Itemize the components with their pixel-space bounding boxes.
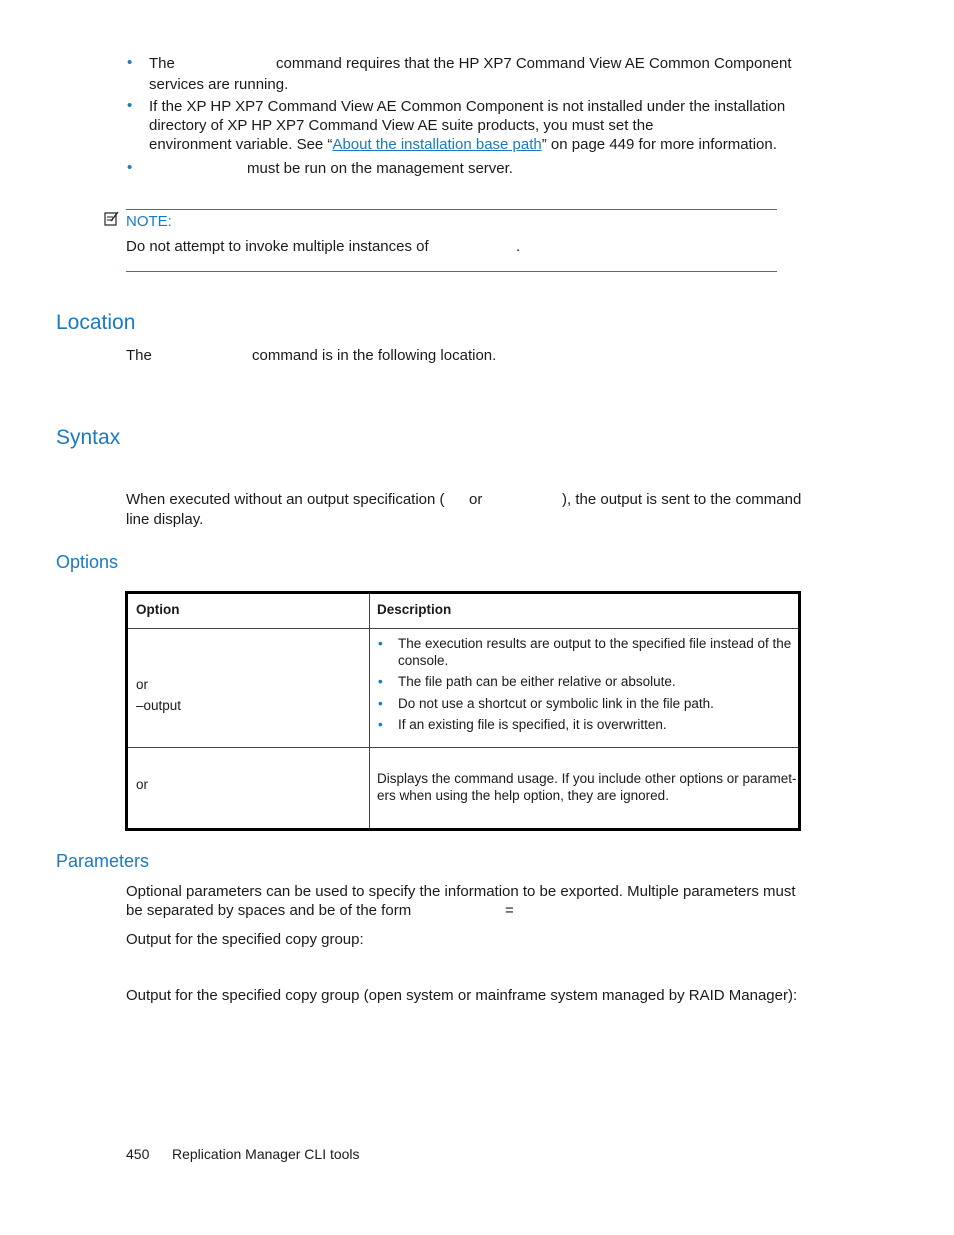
location-text-pre: The [126, 347, 152, 364]
option-output-label: –output [136, 698, 182, 713]
page-number: 450 [126, 1146, 150, 1162]
desc-bullet-text: console. [398, 653, 449, 668]
installation-base-path-link[interactable]: About the installation base path [332, 136, 542, 153]
option-header-label: Option [136, 602, 180, 617]
syntax-line2: line display. [126, 511, 204, 528]
location-heading: Location [56, 311, 136, 334]
bullet-2-line2: directory of XP HP XP7 Command View AE suite products, you must set the [149, 117, 654, 134]
bullet-1-pre: The [149, 55, 175, 72]
parameters-heading: Parameters [56, 851, 150, 871]
table-header-row [127, 593, 800, 629]
option-or-label: or [136, 777, 149, 792]
table-row [127, 629, 800, 748]
bullet-1-post: command requires that the HP XP7 Command View AE Common Component [276, 55, 792, 72]
parameters-p1-line1: Optional parameters can be used to specify the information to be exported. Multiple parameters must [126, 883, 796, 900]
bullet-2-line1: If the XP HP XP7 Command View AE Common Component is not installed under the installation [149, 98, 786, 115]
location-text-post: command is in the following location. [252, 347, 497, 364]
note-bottom-rule [126, 271, 777, 272]
note-icon [104, 211, 119, 226]
footer-section: Replication Manager CLI tools [172, 1146, 360, 1162]
bullet-1-line2: services are running. [149, 76, 289, 93]
options-table [125, 591, 801, 831]
syntax-heading: Syntax [56, 426, 121, 449]
table-cell-description [370, 748, 800, 830]
table-header-description [370, 593, 800, 629]
syntax-line1-a: When executed without an output specification ( [126, 491, 445, 508]
note-text-post: . [516, 238, 521, 255]
desc-bullet-text: If an existing file is specified, it is overwritten. [398, 717, 667, 732]
help-desc-line2: ers when using the help option, they are ignored. [377, 788, 669, 803]
parameters-p2: Output for the specified copy group: [126, 931, 364, 948]
bullet-marker: • [127, 97, 133, 114]
bullet-2-line3 [149, 135, 777, 154]
note-top-rule [126, 209, 777, 210]
syntax-line1-b: or [469, 491, 483, 508]
parameters-equals: = [505, 902, 514, 919]
desc-bullet-text: Do not use a shortcut or symbolic link in the file path. [398, 696, 714, 711]
note-text-pre: Do not attempt to invoke multiple instances of [126, 238, 429, 255]
bullet-marker: • [127, 54, 133, 71]
table-cell-option [127, 748, 370, 830]
desc-bullet-text: The execution results are output to the specified file instead of the [398, 636, 792, 651]
help-desc-line1: Displays the command usage. If you include other options or paramet- [377, 771, 797, 786]
bullet-3-post: must be run on the management server. [247, 160, 513, 177]
syntax-line1-c: ), the output is sent to the command [562, 491, 802, 508]
bullet-2-line3-pre: environment variable. See “ [149, 136, 333, 153]
desc-bullet-text: The file path can be either relative or absolute. [398, 674, 676, 689]
parameters-p1-line2: be separated by spaces and be of the form [126, 902, 412, 919]
table-row [127, 748, 800, 830]
table-header-option [127, 593, 370, 629]
table-cell-description: • The execution results are output to the specified file instead of the console. • The file path can be either relative or absolute. • Do not use a shortcut or symbolic link in the file path. • If an existing file is specified, it is overwritten. [370, 629, 800, 748]
description-header-label: Description [377, 602, 452, 617]
parameters-p3: Output for the specified copy group (open system or mainframe system managed by RAID Manager): [126, 987, 798, 1004]
bullet-marker: • [127, 159, 133, 176]
table-cell-option [127, 629, 370, 748]
note-label: NOTE: [126, 213, 172, 230]
option-or-label: or [136, 677, 149, 692]
options-heading: Options [56, 552, 119, 572]
bullet-2-line3-post: ” on page 449 for more information. [541, 136, 777, 153]
